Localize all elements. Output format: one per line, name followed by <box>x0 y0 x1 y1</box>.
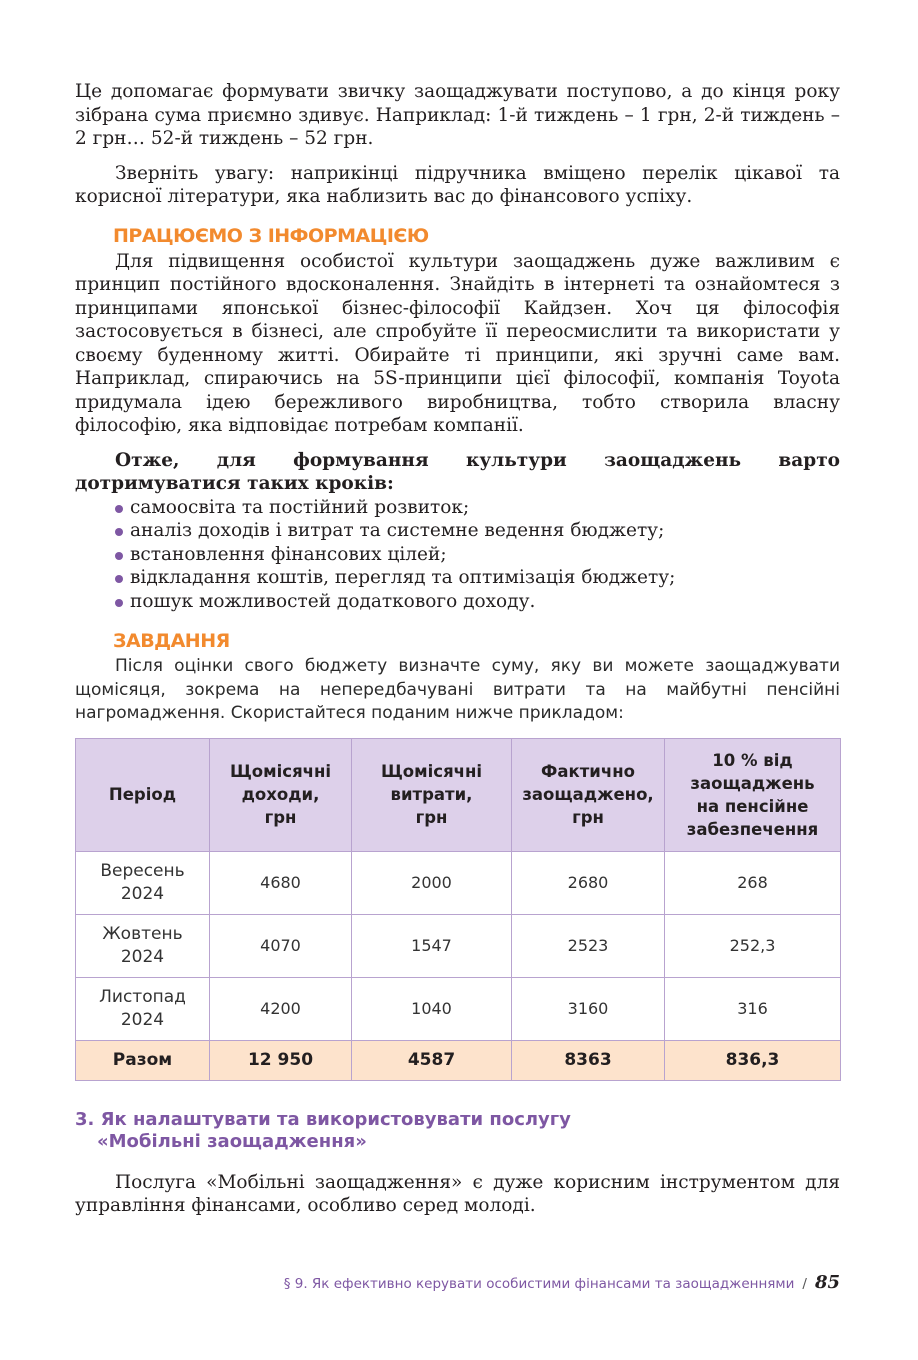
table-cell: 252,3 <box>665 914 841 977</box>
total-cell: 8363 <box>512 1040 665 1080</box>
list-item: пошук можливостей додаткового доходу. <box>115 590 840 614</box>
table-cell: 4070 <box>210 914 352 977</box>
info-section-text: Для підвищення особистої культури заощаджень дуже важливим є принцип постійного вдосконалення. Знайдіть в інтернеті та ознайомтеся з принципами японської бізнес-філософії Кайдзен. Хоч ця філософія застосовується в бізнесі, але спробуйте її переосмислити та використати у своєму буденному житті. Обирайте ті принципи, які зручні саме вам. Наприклад, спираючись на 5S-принципи цієї філософії, компанія Toyota придумала ідею бережливого виробництва, тобто створила власну філософію, яка відповідає потребам компанії. <box>75 250 840 436</box>
table-row <box>76 977 841 1040</box>
total-cell: 4587 <box>352 1040 512 1080</box>
list-item: встановлення фінансових цілей; <box>115 543 840 567</box>
table-cell: Листопад 2024 <box>76 977 210 1040</box>
list-item: самоосвіта та постійний розвиток; <box>115 496 840 520</box>
table-cell: 2523 <box>512 914 665 977</box>
total-cell: 12 950 <box>210 1040 352 1080</box>
section-3-text: Послуга «Мобільні заощадження» є дуже корисним інструментом для управління фінансами, особливо серед молоді. <box>75 1171 840 1216</box>
table-cell: 3160 <box>512 977 665 1040</box>
info-section-heading: ПРАЦЮЄМО З ІНФОРМАЦІЄЮ <box>113 224 429 247</box>
column-header: Період <box>76 738 210 851</box>
table-cell: Вересень 2024 <box>76 851 210 914</box>
section-3-title <box>75 1109 840 1153</box>
table-cell: 2000 <box>352 851 512 914</box>
total-label: Разом <box>76 1040 210 1080</box>
steps-list <box>115 496 840 614</box>
table-cell: 316 <box>665 977 841 1040</box>
budget-table <box>75 738 841 1081</box>
list-item: аналіз доходів і витрат та системне ведення бюджету; <box>115 519 840 543</box>
list-item: відкладання коштів, перегляд та оптимізація бюджету; <box>115 566 840 590</box>
table-cell: Жовтень 2024 <box>76 914 210 977</box>
table-cell: 4200 <box>210 977 352 1040</box>
task-section-heading: ЗАВДАННЯ <box>113 630 230 652</box>
bullet-icon <box>115 552 123 560</box>
table-row <box>76 851 841 914</box>
table-cell: 4680 <box>210 851 352 914</box>
column-header: Щомісячні доходи, грн <box>210 738 352 851</box>
footer-separator: / <box>802 1276 807 1292</box>
bullet-icon <box>115 575 123 583</box>
bullet-icon <box>115 599 123 607</box>
section-3-title-line-1: 3. Як налаштувати та використовувати послугу <box>75 1108 571 1130</box>
page-footer <box>284 1272 840 1293</box>
footer-chapter: § 9. Як ефективно керувати особистими фінансами та заощадженнями <box>283 1276 795 1292</box>
table-header-row <box>76 738 841 851</box>
table-cell: 2680 <box>512 851 665 914</box>
table-row <box>76 914 841 977</box>
column-header: Щомісячні витрати, грн <box>352 738 512 851</box>
page-content <box>75 80 840 1218</box>
page-number: 85 <box>814 1272 840 1293</box>
intro-paragraph-1: Це допомагає формувати звичку заощаджувати поступово, а до кінця року зібрана сума приємно здивує. Наприклад: 1-й тиждень – 1 грн, 2-й тиждень – 2 грн… 52-й тиждень – 52 грн. <box>75 81 840 149</box>
table-cell: 1547 <box>352 914 512 977</box>
total-cell: 836,3 <box>665 1040 841 1080</box>
intro-paragraph-2: Зверніть увагу: наприкінці підручника вміщено перелік цікавої та корисної літератури, яка наблизить вас до фінансового успіху. <box>75 162 840 207</box>
task-section-text: Після оцінки свого бюджету визначте суму, яку ви можете заощаджувати щомісяця, зокрема на непередбачувані витрати та на майбутні пенсійні нагромадження. Скористайтеся поданим нижче прикладом: <box>75 656 840 723</box>
table-cell: 1040 <box>352 977 512 1040</box>
steps-intro: Отже, для формування культури заощаджень варто дотримуватися таких кроків: <box>75 449 840 494</box>
bullet-icon <box>115 505 123 513</box>
table-total-row <box>76 1040 841 1080</box>
bullet-icon <box>115 528 123 536</box>
section-3-title-line-2: «Мобільні заощадження» <box>97 1130 367 1152</box>
column-header: 10 % від заощаджень на пенсійне забезпечення <box>665 738 841 851</box>
column-header: Фактично заощаджено, грн <box>512 738 665 851</box>
table-cell: 268 <box>665 851 841 914</box>
